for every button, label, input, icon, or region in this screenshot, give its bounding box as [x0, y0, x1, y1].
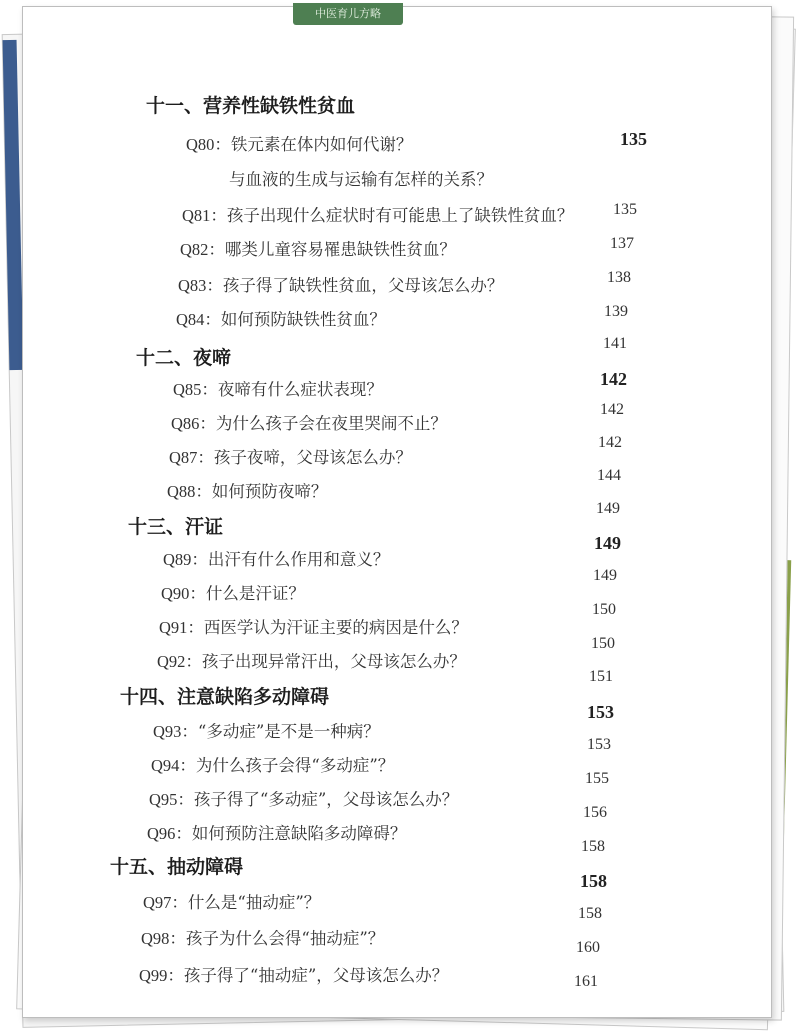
- toc-entry: [151, 752, 394, 776]
- toc-entry: [171, 410, 447, 434]
- toc-section-title: 十三、汗证: [128, 516, 224, 538]
- question-text: 如何预防缺铁性贫血？: [220, 310, 386, 329]
- question-text: 如何预防夜啼？: [211, 482, 328, 501]
- question-text: 孩子得了缺铁性贫血，父母该怎么办？: [222, 276, 504, 295]
- question-number: Q82：: [180, 240, 225, 259]
- toc-entry: [149, 786, 458, 810]
- question-number: Q99：: [139, 966, 184, 985]
- header-tab: 中医育儿方略: [293, 3, 403, 25]
- toc-entry: [169, 444, 412, 468]
- page-number: 139: [604, 303, 628, 320]
- toc-entry: [143, 889, 320, 913]
- toc-entry: [229, 166, 493, 190]
- page-number: 150: [591, 635, 615, 652]
- toc-section-title: 十一、营养性缺铁性贫血: [146, 95, 356, 117]
- question-number: Q96：: [147, 824, 192, 843]
- question-number: Q90：: [161, 584, 206, 603]
- toc-section-title: 十二、夜啼: [136, 347, 232, 369]
- question-text: 铁元素在体内如何代谢？: [230, 135, 413, 154]
- page-number: 160: [576, 939, 600, 956]
- question-number: Q85：: [173, 380, 218, 399]
- question-number: Q89：: [163, 550, 208, 569]
- page-number: 149: [594, 533, 621, 553]
- question-number: Q97：: [143, 893, 188, 912]
- page-number: 150: [592, 601, 616, 618]
- toc-entry: [176, 306, 386, 330]
- toc-entry: [167, 478, 327, 502]
- question-number: Q81：: [182, 206, 227, 225]
- toc-entry: [163, 546, 389, 570]
- page-number: 149: [596, 500, 620, 517]
- page-number: 155: [585, 770, 609, 787]
- toc-entry: [173, 376, 383, 400]
- question-number: Q92：: [157, 652, 202, 671]
- question-text: 为什么孩子会得“多动症”？: [195, 756, 395, 775]
- page-number: 144: [597, 467, 621, 484]
- question-number: Q95：: [149, 790, 194, 809]
- question-text: 孩子出现什么症状时有可能患上了缺铁性贫血？: [226, 206, 574, 225]
- question-text: 如何预防注意缺陷多动障碍？: [191, 824, 407, 843]
- page-number: 135: [620, 129, 647, 149]
- page-number: 161: [574, 973, 598, 990]
- page-number: 151: [589, 668, 613, 685]
- page-number: 142: [598, 434, 622, 451]
- question-number: Q98：: [141, 929, 186, 948]
- question-number: Q88：: [167, 482, 212, 501]
- question-text: 出汗有什么作用和意义？: [207, 550, 390, 569]
- question-text: 孩子得了“多动症”，父母该怎么办？: [193, 790, 459, 809]
- page-number: 153: [587, 736, 611, 753]
- toc-entry: [161, 580, 305, 604]
- toc-entry: [139, 962, 448, 986]
- page-number: 142: [600, 369, 627, 389]
- toc-entry: [153, 718, 380, 742]
- toc-entry: [157, 648, 466, 672]
- question-text: 西医学认为汗证主要的病因是什么？: [203, 618, 468, 637]
- toc-entry: [178, 272, 503, 296]
- question-number: Q84：: [176, 310, 221, 329]
- question-text: 孩子得了“抽动症”，父母该怎么办？: [183, 966, 449, 985]
- toc-entry: [141, 925, 384, 949]
- question-text: 夜啼有什么症状表现？: [217, 380, 383, 399]
- question-number: Q93：: [153, 722, 198, 741]
- page-number: 156: [583, 804, 607, 821]
- question-text: 孩子夜啼，父母该怎么办？: [213, 448, 412, 467]
- page-number: 153: [587, 702, 614, 722]
- page-number: 149: [593, 567, 617, 584]
- question-text: 什么是汗证？: [205, 584, 305, 603]
- question-number: Q86：: [171, 414, 216, 433]
- question-text: “多动症”是不是一种病？: [197, 722, 380, 741]
- toc-entry: [159, 614, 468, 638]
- question-text: 什么是“抽动症”？: [187, 893, 321, 912]
- toc-page: [22, 6, 772, 1018]
- page-number: 158: [580, 871, 607, 891]
- toc-section-title: 十四、注意缺陷多动障碍: [120, 686, 330, 708]
- toc-entry: [180, 236, 456, 260]
- question-text: 为什么孩子会在夜里哭闹不止？: [215, 414, 447, 433]
- question-number: Q87：: [169, 448, 214, 467]
- question-text: 哪类儿童容易罹患缺铁性贫血？: [224, 240, 456, 259]
- page-number: 135: [613, 201, 637, 218]
- question-number: Q94：: [151, 756, 196, 775]
- toc-entry: [147, 820, 406, 844]
- question-text: 与血液的生成与运输有怎样的关系？: [229, 170, 493, 189]
- toc-entry: [182, 202, 573, 226]
- toc-section-title: 十五、抽动障碍: [110, 856, 244, 878]
- toc-entry: [186, 131, 412, 155]
- page-number: 137: [610, 235, 634, 252]
- page-number: 141: [603, 335, 627, 352]
- question-number: Q80：: [186, 135, 231, 154]
- question-text: 孩子出现异常汗出，父母该怎么办？: [201, 652, 466, 671]
- question-text: 孩子为什么会得“抽动症”？: [185, 929, 385, 948]
- page-number: 138: [607, 269, 631, 286]
- page-number: 142: [600, 401, 624, 418]
- page-number: 158: [581, 838, 605, 855]
- question-number: Q83：: [178, 276, 223, 295]
- page-number: 158: [578, 905, 602, 922]
- question-number: Q91：: [159, 618, 204, 637]
